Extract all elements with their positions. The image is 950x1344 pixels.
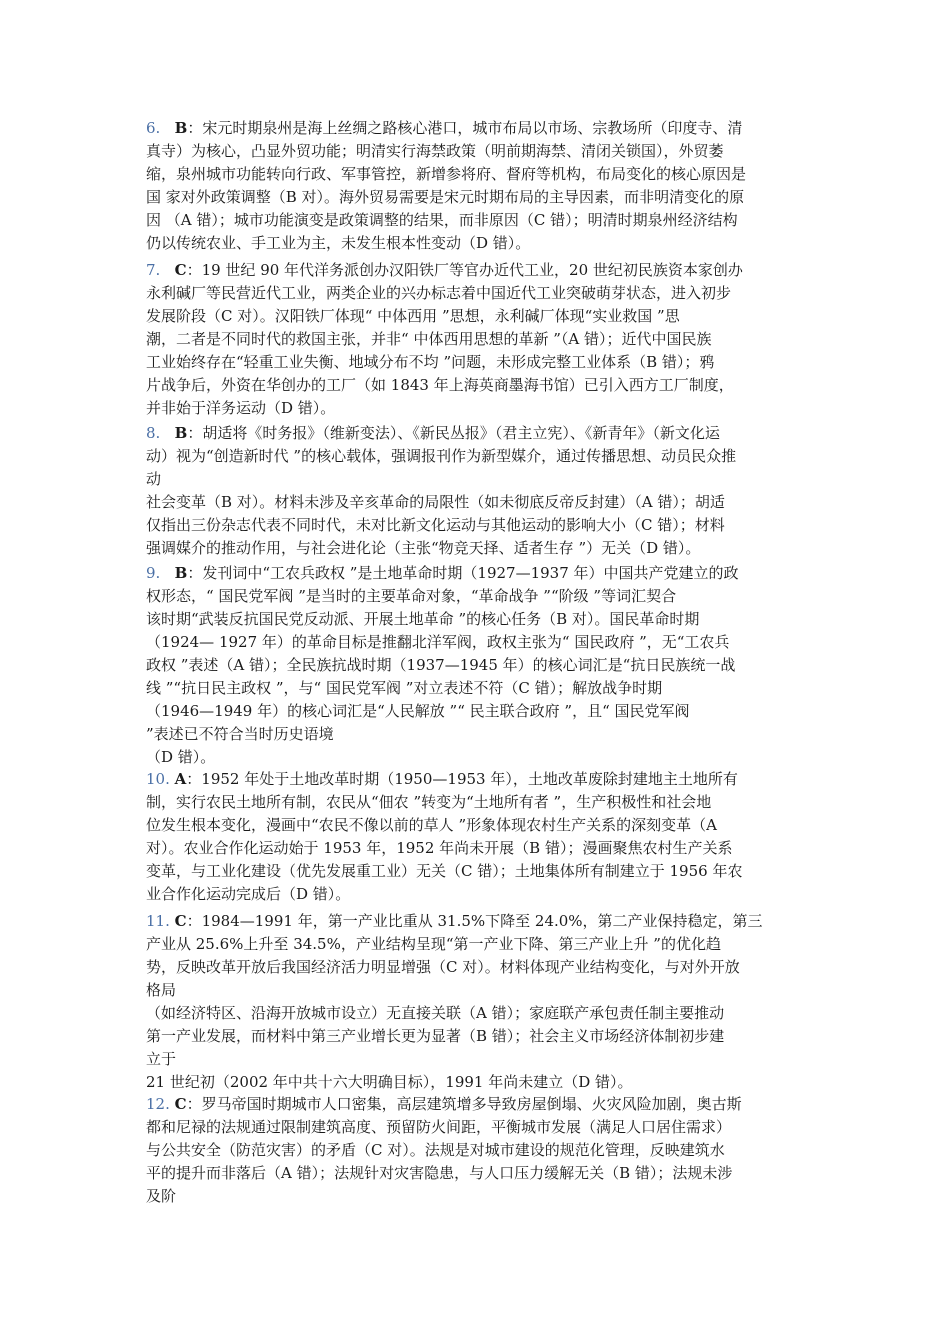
answer-item-6 bbox=[146, 117, 822, 255]
explanation-line: 工业始终存在“轻重工业失衡、地域分布不均 ”问题，未形成完整工业体系（B 错）；鸦 bbox=[146, 353, 715, 371]
explanation-line: 业合作化运动完成后（D 错）。 bbox=[146, 885, 351, 903]
explanation-line: 制，实行农民土地所有制，农民从“佃农 ”转变为“土地所有者 ”，生产积极性和社会地 bbox=[146, 793, 712, 811]
explanation-line: ：1984—1991 年，第一产业比重从 31.5%下降至 24.0%，第二产业保持稳定，第三 bbox=[186, 912, 763, 930]
explanation-line: 对）。农业合作化运动始于 1953 年，1952 年尚未开展（B 错）；漫画聚焦农村生产关系 bbox=[146, 839, 733, 857]
explanation-line: 仅指出三份杂志代表不同时代，未对比新文化运动与其他运动的影响大小（C 错）；材料 bbox=[146, 516, 725, 534]
explanation-line: 该时期“武装反抗国民党反动派、开展土地革命 ”的核心任务（B 对）。国民革命时期 bbox=[146, 610, 700, 628]
explanation-line: ：1952 年处于土地改革时期（1950—1953 年），土地改革废除封建地主土地所有 bbox=[186, 770, 738, 788]
explanation-line: 势，反映改革开放后我国经济活力明显增强（C 对）。材料体现产业结构变化，与对外开放 bbox=[146, 958, 740, 976]
explanation-line: 缩，泉州城市功能转向行政、军事管控，新增参将府、督府等机构，布局变化的核心原因是 bbox=[146, 165, 747, 183]
item-number: 6. bbox=[146, 119, 161, 137]
explanation-line: 仍以传统农业、手工业为主，未发生根本性变动（D 错）。 bbox=[146, 234, 531, 252]
answer-label: C bbox=[174, 1095, 187, 1113]
explanation-line: 片战争后，外资在华创办的工厂（如 1843 年上海英商墨海书馆）已引入西方工厂制度， bbox=[146, 376, 734, 394]
explanation-line: （1924— 1927 年）的革命目标是推翻北洋军阀，政权主张为“ 国民政府 ”，无“工农兵 bbox=[146, 633, 730, 651]
answer-item-10 bbox=[146, 768, 822, 906]
explanation-line: 动）视为“创造新时代 ”的核心载体，强调报刊作为新型媒介，通过传播思想、动员民众推 bbox=[146, 447, 737, 465]
answer-label: B bbox=[174, 119, 188, 137]
item-number: 7. bbox=[146, 261, 161, 279]
explanation-line: ：罗马帝国时期城市人口密集，高层建筑增多导致房屋倒塌、火灾风险加剧，奥古斯 bbox=[186, 1095, 742, 1113]
explanation-line: 因 （A 错）；城市功能演变是政策调整的结果，而非原因（C 错）；明清时期泉州经济结构 bbox=[146, 211, 738, 229]
answer-label: C bbox=[174, 261, 187, 279]
explanation-line: ”表述已不符合当时历史语境 bbox=[146, 725, 334, 743]
explanation-line: ：19 世纪 90 年代洋务派创办汉阳铁厂等官办近代工业，20 世纪初民族资本家创办 bbox=[186, 261, 743, 279]
explanation-line: 位发生根本变化，漫画中“农民不像以前的草人 ”形象体现农村生产关系的深刻变革（A bbox=[146, 816, 717, 834]
explanation-line: 及阶 bbox=[146, 1187, 177, 1205]
explanation-line: 权形态，“ 国民党军阀 ”是当时的主要革命对象，“革命战争 ”“阶级 ”等词汇契合 bbox=[146, 587, 677, 605]
answer-item-7 bbox=[146, 259, 822, 420]
answer-label: B bbox=[174, 564, 188, 582]
explanation-line: 国 家对外政策调整（B 对）。海外贸易需要是宋元时期布局的主导因素，而非明清变化的原 bbox=[146, 188, 745, 206]
explanation-line: 线 ”“抗日民主政权 ”，与“ 国民党军阀 ”对立表述不符（C 错）；解放战争时期 bbox=[146, 679, 663, 697]
item-number: 12. bbox=[146, 1095, 170, 1113]
explanation-line: 发展阶段（C 对）。汉阳铁厂体现“ 中体西用 ”思想，永利碱厂体现“实业救国 ”思 bbox=[146, 307, 680, 325]
explanation-line: ：宋元时期泉州是海上丝绸之路核心港口，城市布局以市场、宗教场所（印度寺、清 bbox=[187, 119, 743, 137]
explanation-line: 第一产业发展，而材料中第三产业增长更为显著（B 错）；社会主义市场经济体制初步建 bbox=[146, 1027, 725, 1045]
explanation-line: 与公共安全（防范灾害）的矛盾（C 对）。法规是对城市建设的规范化管理，反映建筑水 bbox=[146, 1141, 725, 1159]
answer-label: B bbox=[174, 424, 188, 442]
item-number: 11. bbox=[146, 912, 170, 930]
answer-item-9 bbox=[146, 562, 822, 769]
answer-label: C bbox=[174, 912, 187, 930]
explanation-line: 强调媒介的推动作用，与社会进化论（主张“物竞天择、适者生存 ”）无关（D 错）。 bbox=[146, 539, 701, 557]
explanation-line: 社会变革（B 对）。材料未涉及辛亥革命的局限性（如未彻底反帝反封建）（A 错）；胡适 bbox=[146, 493, 725, 511]
explanation-line: 变革，与工业化建设（优先发展重工业）无关（C 错）；土地集体所有制建立于 1956 年农 bbox=[146, 862, 743, 880]
explanation-line: 立于 bbox=[146, 1050, 177, 1068]
explanation-line: 都和尼禄的法规通过限制建筑高度、预留防火间距，平衡城市发展（满足人口居住需求） bbox=[146, 1118, 732, 1136]
explanation-line: 永利碱厂等民营近代工业，两类企业的兴办标志着中国近代工业突破萌芽状态，进入初步 bbox=[146, 284, 732, 302]
answer-item-8 bbox=[146, 422, 822, 560]
explanation-line: 政权 ”表述（A 错）；全民族抗战时期（1937—1945 年）的核心词汇是“抗日民族统一战 bbox=[146, 656, 736, 674]
explanation-line: 格局 bbox=[146, 981, 177, 999]
answer-item-12 bbox=[146, 1093, 822, 1208]
explanation-line: （D 错）。 bbox=[146, 748, 216, 766]
explanation-line: 并非始于洋务运动（D 错）。 bbox=[146, 399, 336, 417]
answer-label: A bbox=[174, 770, 187, 788]
answer-item-11 bbox=[146, 910, 822, 1094]
explanation-line: （1946—1949 年）的核心词汇是“人民解放 ”“ 民主联合政府 ”，且“ 国民党军阀 bbox=[146, 702, 690, 720]
explanation-line: 潮，二者是不同时代的救国主张，并非“ 中体西用思想的革新 ”（A 错）；近代中国民族 bbox=[146, 330, 712, 348]
explanation-line: 真寺）为核心，凸显外贸功能；明清实行海禁政策（明前期海禁、清闭关锁国），外贸萎 bbox=[146, 142, 724, 160]
explanation-line: ：发刊词中“工农兵政权 ”是土地革命时期（1927—1937 年）中国共产党建立的政 bbox=[187, 564, 739, 582]
explanation-line: 平的提升而非落后（A 错）；法规针对灾害隐患，与人口压力缓解无关（B 错）；法规未涉 bbox=[146, 1164, 733, 1182]
explanation-line: ：胡适将《时务报》（维新变法）、《新民丛报》（君主立宪）、《新青年》（新文化运 bbox=[187, 424, 720, 442]
explanation-line: 产业从 25.6%上升至 34.5%，产业结构呈现“第一产业下降、第三产业上升 ”的优化趋 bbox=[146, 935, 721, 953]
explanation-line: 21 世纪初（2002 年中共十六大明确目标），1991 年尚未建立（D 错）。 bbox=[146, 1073, 633, 1091]
item-number: 10. bbox=[146, 770, 170, 788]
item-number: 9. bbox=[146, 564, 161, 582]
item-number: 8. bbox=[146, 424, 161, 442]
explanation-line: （如经济特区、沿海开放城市设立）无直接关联（A 错）；家庭联产承包责任制主要推动 bbox=[146, 1004, 725, 1022]
explanation-line: 动 bbox=[146, 470, 162, 488]
